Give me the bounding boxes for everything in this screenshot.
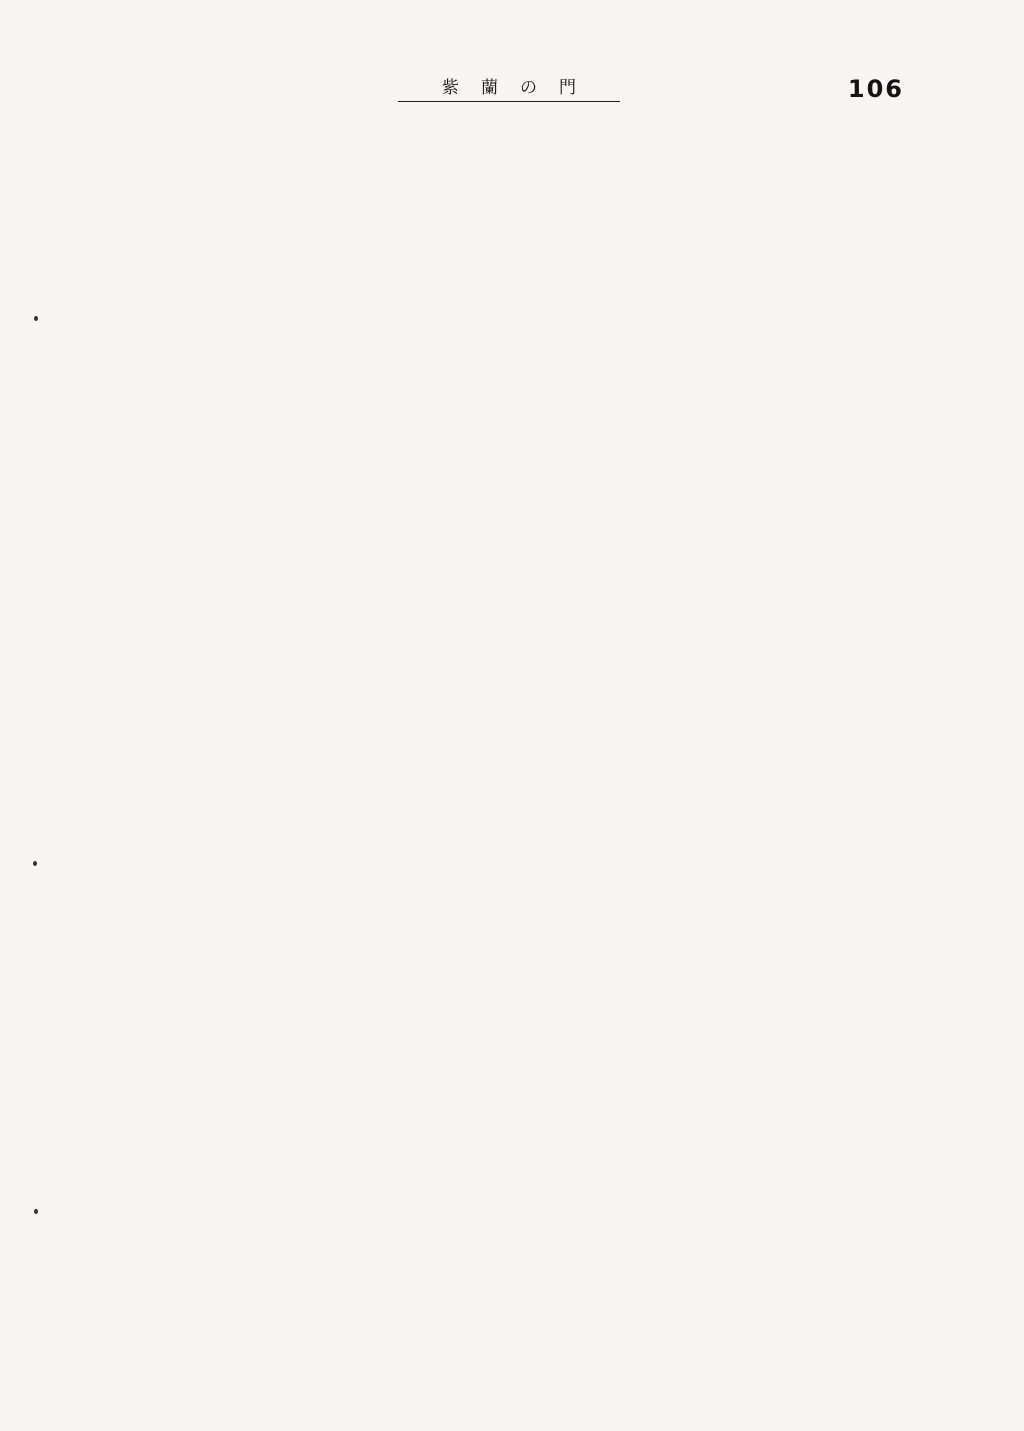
page-number: 106 — [847, 75, 904, 103]
scan-speck — [34, 1209, 38, 1214]
running-head: 紫蘭の門 — [398, 76, 620, 102]
scan-speck — [34, 316, 38, 321]
text-tier-middle — [118, 530, 910, 922]
text-tier-top — [118, 116, 910, 508]
scan-speck — [33, 861, 37, 866]
text-tier-bottom — [118, 944, 910, 1336]
